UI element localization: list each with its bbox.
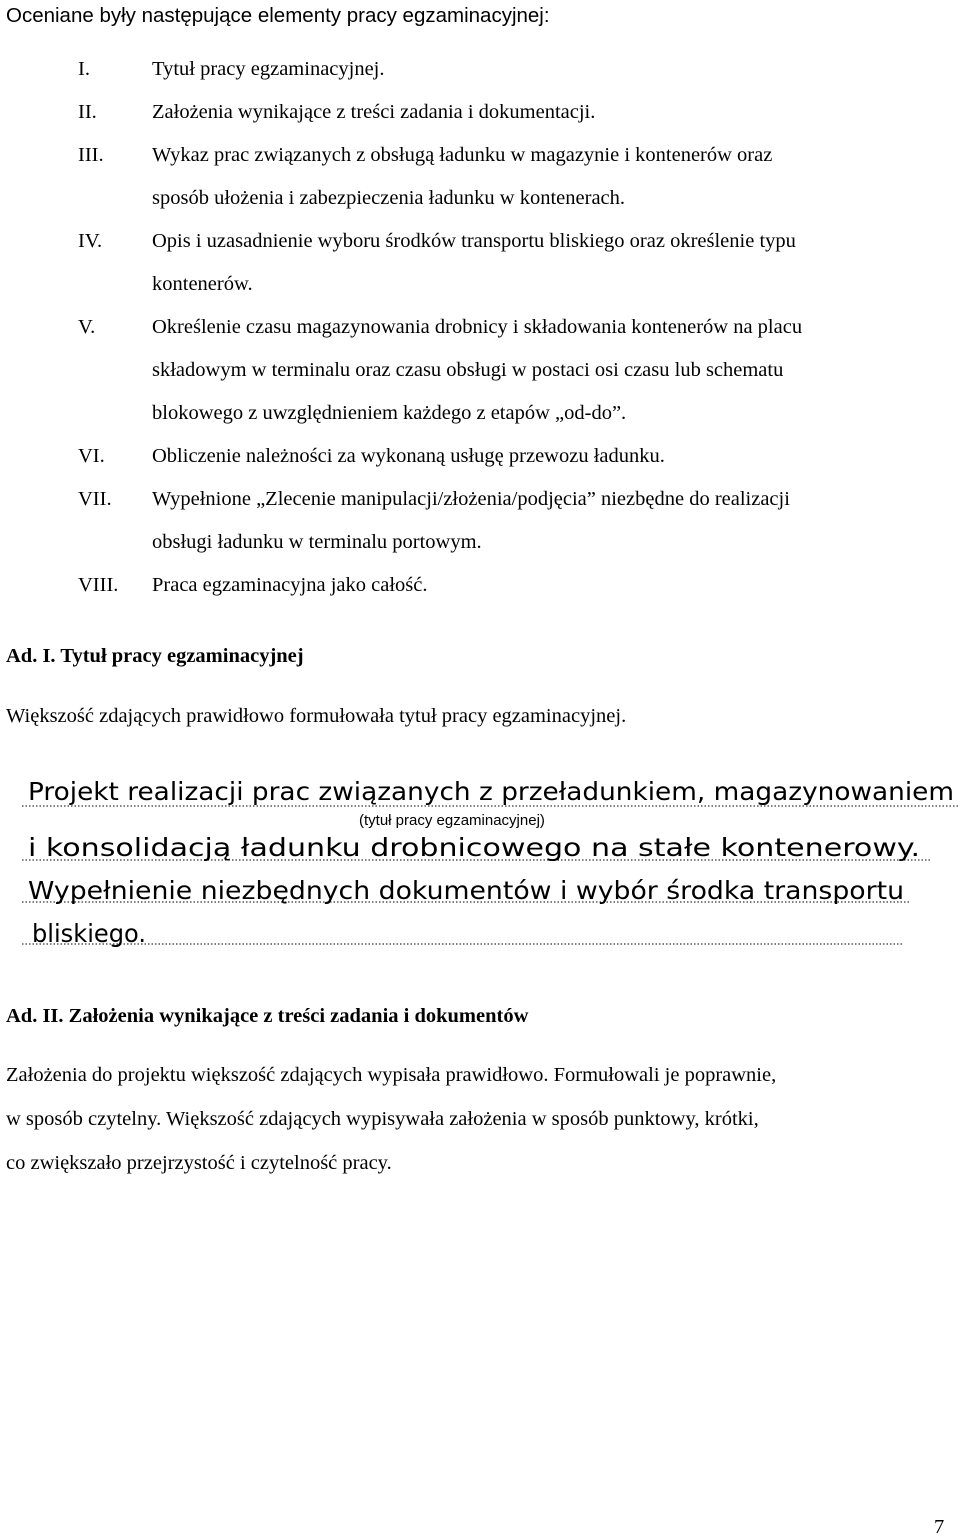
section-1-text: Większość zdających prawidłowo formułowała tytuł pracy egzaminacyjnej.	[6, 705, 627, 727]
paragraph-line: Założenia do projektu większość zdających wypisała prawidłowo. Formułowali je poprawnie,	[6, 1064, 777, 1086]
paragraph-line: w sposób czytelny. Większość zdających wypisywała założenia w sposób punktowy, krótki,	[6, 1108, 759, 1130]
criterion-line: kontenerów.	[152, 273, 253, 295]
criterion-line: obsługi ładunku w terminalu portowym.	[152, 531, 482, 553]
page-number: 7	[934, 1516, 945, 1538]
criterion-line: Tytuł pracy egzaminacyjnej.	[152, 58, 385, 80]
intro-text: Oceniane były następujące elementy pracy egzaminacyjnej:	[6, 4, 550, 27]
criterion-number: VIII.	[78, 574, 119, 596]
criterion-line: Praca egzaminacyjna jako całość.	[152, 574, 428, 596]
criterion-number: I.	[78, 58, 90, 80]
paragraph-line: co zwiększało przejrzystość i czytelność pracy.	[6, 1152, 392, 1174]
criterion-number: IV.	[78, 230, 103, 252]
criterion-number: II.	[78, 101, 97, 123]
handwriting-line: Wypełnienie niezbędnych dokumentów i wybór środka transportu	[28, 876, 904, 905]
criterion-line: Opis i uzasadnienie wyboru środków transportu bliskiego oraz określenie typu	[152, 230, 796, 252]
handwriting-line: bliskiego.	[32, 919, 146, 948]
handwriting-line: i konsolidacją ładunku drobnicowego na stałe kontenerowy.	[28, 833, 921, 862]
section-1-heading: Ad. I. Tytuł pracy egzaminacyjnej	[6, 645, 304, 667]
criterion-line: Wypełnione „Zlecenie manipulacji/złożenia/podjęcia” niezbędne do realizacji	[152, 488, 790, 510]
criterion-number: VI.	[78, 445, 105, 467]
criterion-line: sposób ułożenia i zabezpieczenia ładunku w kontenerach.	[152, 187, 626, 209]
criterion-line: Założenia wynikające z treści zadania i dokumentacji.	[152, 101, 596, 123]
criterion-number: VII.	[78, 488, 112, 510]
criterion-line: blokowego z uwzględnieniem każdego z etapów „od-do”.	[152, 402, 627, 424]
title-caption: (tytuł pracy egzaminacyjnej)	[359, 812, 545, 829]
criterion-number: V.	[78, 316, 96, 338]
criterion-line: składowym w terminalu oraz czasu obsługi w postaci osi czasu lub schematu	[152, 359, 784, 381]
criterion-line: Wykaz prac związanych z obsługą ładunku w magazynie i kontenerów oraz	[152, 144, 773, 166]
criterion-number: III.	[78, 144, 104, 166]
handwriting-line: Projekt realizacji prac związanych z przeładunkiem, magazynowaniem	[28, 777, 954, 806]
criterion-line: Określenie czasu magazynowania drobnicy i składowania kontenerów na placu	[152, 316, 803, 338]
section-2-heading: Ad. II. Założenia wynikające z treści zadania i dokumentów	[6, 1005, 529, 1027]
section-2-text	[6, 1053, 950, 1185]
criterion-line: Obliczenie należności za wykonaną usługę przewozu ładunku.	[152, 445, 665, 467]
